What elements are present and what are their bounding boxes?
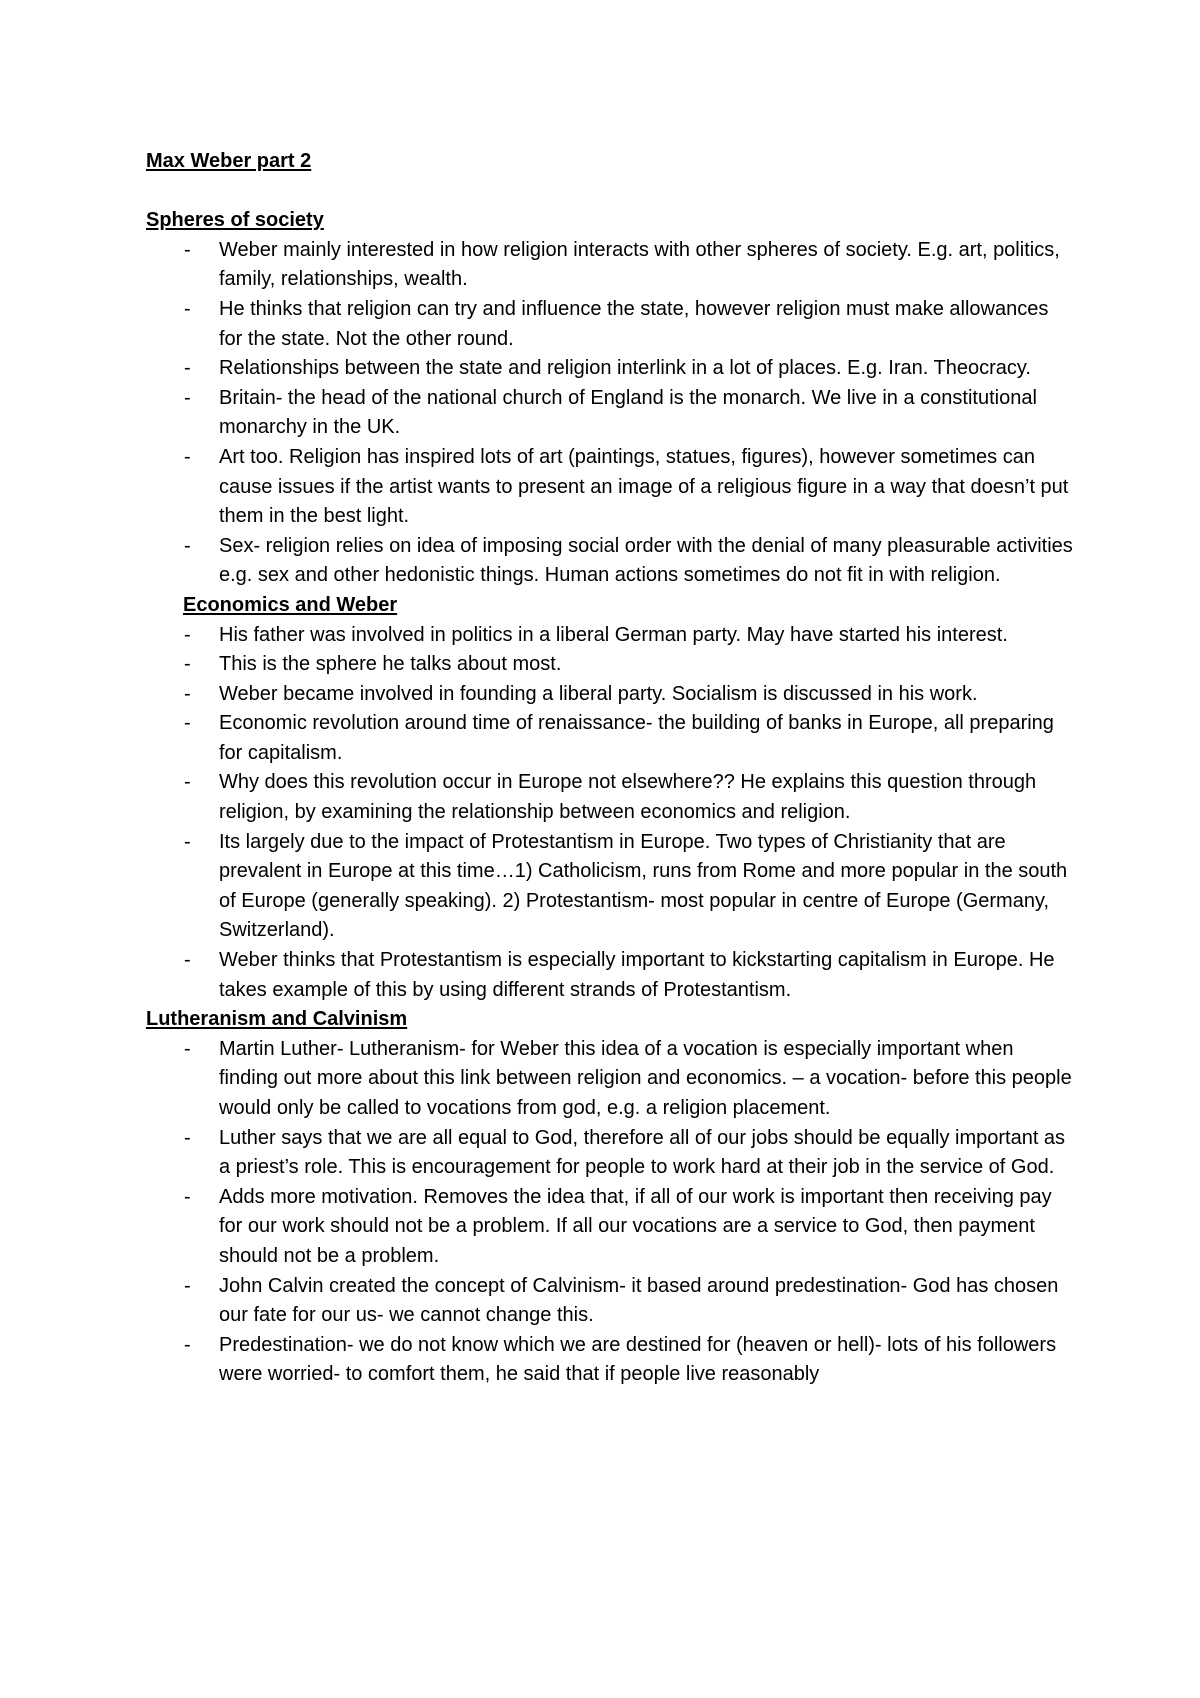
list-item <box>146 946 1076 1005</box>
bullet-dash: - <box>184 357 191 380</box>
list-item-text: Adds more motivation. Removes the idea that, if all of our work is important then receiving pay for our work should not be a problem. If all our vocations are a service to God, then payment should not be a problem. <box>219 1185 1052 1267</box>
bullet-list-economics <box>146 621 1076 1006</box>
list-item <box>146 1272 1076 1331</box>
list-item-text: This is the sphere he talks about most. <box>219 653 562 676</box>
list-item-text: Why does this revolution occur in Europe not elsewhere?? He explains this question through religion, by examining the relationship between economics and religion. <box>219 771 1037 824</box>
bullet-list-lutheranism <box>146 1035 1076 1390</box>
bullet-dash: - <box>184 712 191 735</box>
bullet-dash: - <box>184 830 191 853</box>
list-item <box>146 680 1076 710</box>
list-item <box>146 384 1076 443</box>
section-heading-spheres: Spheres of society <box>146 209 324 232</box>
list-item <box>146 709 1076 768</box>
list-item <box>146 1183 1076 1272</box>
list-item <box>146 443 1076 532</box>
document-title: Max Weber part 2 <box>146 150 312 172</box>
bullet-dash: - <box>184 1185 191 1208</box>
list-item-text: Art too. Religion has inspired lots of art (paintings, statues, figures), however sometimes can cause issues if the artist wants to present an image of a religious figure in a way that doesn’t put them in the best light. <box>219 445 1069 528</box>
bullet-dash: - <box>184 534 191 557</box>
bullet-dash: - <box>184 238 191 261</box>
list-item-text: Weber mainly interested in how religion interacts with other spheres of society. E.g. art, politics, family, relationships, wealth. <box>219 238 1060 291</box>
bullet-dash: - <box>184 1274 191 1297</box>
bullet-dash: - <box>184 386 191 409</box>
blank-line <box>146 177 1076 207</box>
bullet-dash: - <box>184 653 191 676</box>
list-item <box>146 236 1076 295</box>
list-item <box>146 354 1076 384</box>
bullet-dash: - <box>184 682 191 705</box>
list-item <box>146 768 1076 827</box>
list-item <box>146 621 1076 651</box>
list-item-text: Predestination- we do not know which we are destined for (heaven or hell)- lots of his followers were worried- to comfort them, he said that if people live reasonably <box>219 1333 1057 1386</box>
document-body <box>146 147 1076 1390</box>
list-item-text: Economic revolution around time of renaissance- the building of banks in Europe, all preparing for capitalism. <box>219 712 1054 764</box>
list-item-text: Weber thinks that Protestantism is especially important to kickstarting capitalism in Europe. He takes example of this by using different strands of Protestantism. <box>219 949 1055 1001</box>
bullet-dash: - <box>184 297 191 320</box>
list-item <box>146 650 1076 680</box>
list-item-text: Britain- the head of the national church of England is the monarch. We live in a constitutional monarchy in the UK. <box>219 386 1037 439</box>
list-item <box>146 1331 1076 1390</box>
bullet-dash: - <box>184 623 191 646</box>
bullet-dash: - <box>184 949 191 972</box>
list-item <box>146 532 1076 591</box>
bullet-dash: - <box>184 1037 191 1060</box>
list-item-text: Martin Luther- Lutheranism- for Weber this idea of a vocation is especially important when finding out more about this link between religion and economics. – a vocation- before this people would only be called to vocations from god, e.g. a religion placement. <box>219 1037 1072 1119</box>
section-heading-economics: Economics and Weber <box>183 593 398 616</box>
list-item-text: Weber became involved in founding a liberal party. Socialism is discussed in his work. <box>219 682 978 705</box>
list-item <box>146 1124 1076 1183</box>
list-item <box>146 828 1076 946</box>
bullet-dash: - <box>184 1333 191 1356</box>
list-item <box>146 295 1076 354</box>
list-item-text: He thinks that religion can try and influence the state, however religion must make allowances for the state. Not the other round. <box>219 297 1049 350</box>
bullet-dash: - <box>184 445 191 468</box>
list-item-text: Luther says that we are all equal to God, therefore all of our jobs should be equally important as a priest’s role. This is encouragement for people to work hard at their job in the service of God. <box>219 1126 1066 1179</box>
bullet-dash: - <box>184 1126 191 1149</box>
bullet-list-spheres <box>146 236 1076 591</box>
list-item-text: Its largely due to the impact of Protestantism in Europe. Two types of Christianity that are prevalent in Europe at this time…1) Catholicism, runs from Rome and more popular in the south of Europe (generally speaking). 2) Protestantism- most popular in centre of Europe (Germany, Switzerland). <box>219 830 1068 942</box>
list-item-text: Sex- religion relies on idea of imposing social order with the denial of many pleasurable activities e.g. sex and other hedonistic things. Human actions sometimes do not fit in with religion. <box>219 534 1073 587</box>
list-item-text: His father was involved in politics in a liberal German party. May have started his interest. <box>219 623 1008 646</box>
list-item-text: John Calvin created the concept of Calvinism- it based around predestination- God has chosen our fate for our us- we cannot change this. <box>219 1274 1059 1327</box>
list-item-text: Relationships between the state and religion interlink in a lot of places. E.g. Iran. Theocracy. <box>219 357 1031 380</box>
section-heading-lutheranism: Lutheranism and Calvinism <box>146 1008 408 1031</box>
list-item <box>146 1035 1076 1124</box>
bullet-dash: - <box>184 771 191 794</box>
